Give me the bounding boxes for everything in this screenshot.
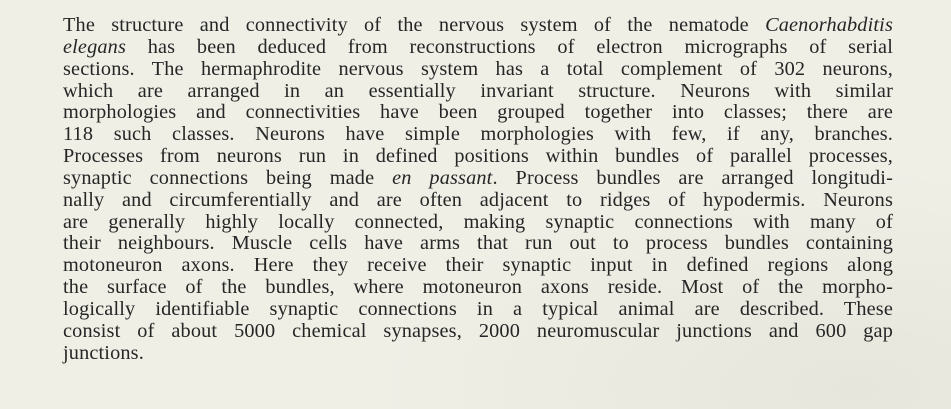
text-line: Processes from neurons run in defined positions within bundles of parallel processes, — [63, 145, 893, 168]
text-line: consist of about 5000 chemical synapses, 2000 neuromuscular junctions and 600 gap — [63, 319, 893, 342]
text-line: nally and circumferentially and are often adjacent to ridges of hypodermis. Neurons — [63, 188, 893, 211]
text-line: morphologies and connectivities have been grouped together into classes; there are — [63, 101, 893, 124]
text-line: sections. The hermaphrodite nervous system has a total complement of 302 neurons, — [63, 57, 893, 80]
text-line: are generally highly locally connected, making synaptic connections with many of — [63, 210, 893, 233]
text-line: the surface of the bundles, where motoneuron axons reside. Most of the morpho- — [63, 276, 893, 299]
text-line: elegans has been deduced from reconstructions of electron micrographs of serial — [63, 35, 893, 58]
text-line: junctions. — [63, 341, 144, 364]
text-line: which are arranged in an essentially invariant structure. Neurons with similar — [63, 79, 893, 102]
text-line: 118 such classes. Neurons have simple morphologies with few, if any, branches. — [63, 123, 893, 146]
text-line: logically identifiable synaptic connections in a typical animal are described. These — [63, 297, 893, 320]
text-line: synaptic connections being made en passant. Process bundles are arranged longitudi- — [63, 166, 893, 189]
text-line: The structure and connectivity of the nervous system of the nematode Caenorhabditis — [63, 14, 893, 36]
text-line: their neighbours. Muscle cells have arms that run out to process bundles containing — [63, 232, 893, 255]
text-line: motoneuron axons. Here they receive their synaptic input in defined regions along — [63, 254, 893, 277]
abstract-paragraph — [63, 15, 893, 365]
